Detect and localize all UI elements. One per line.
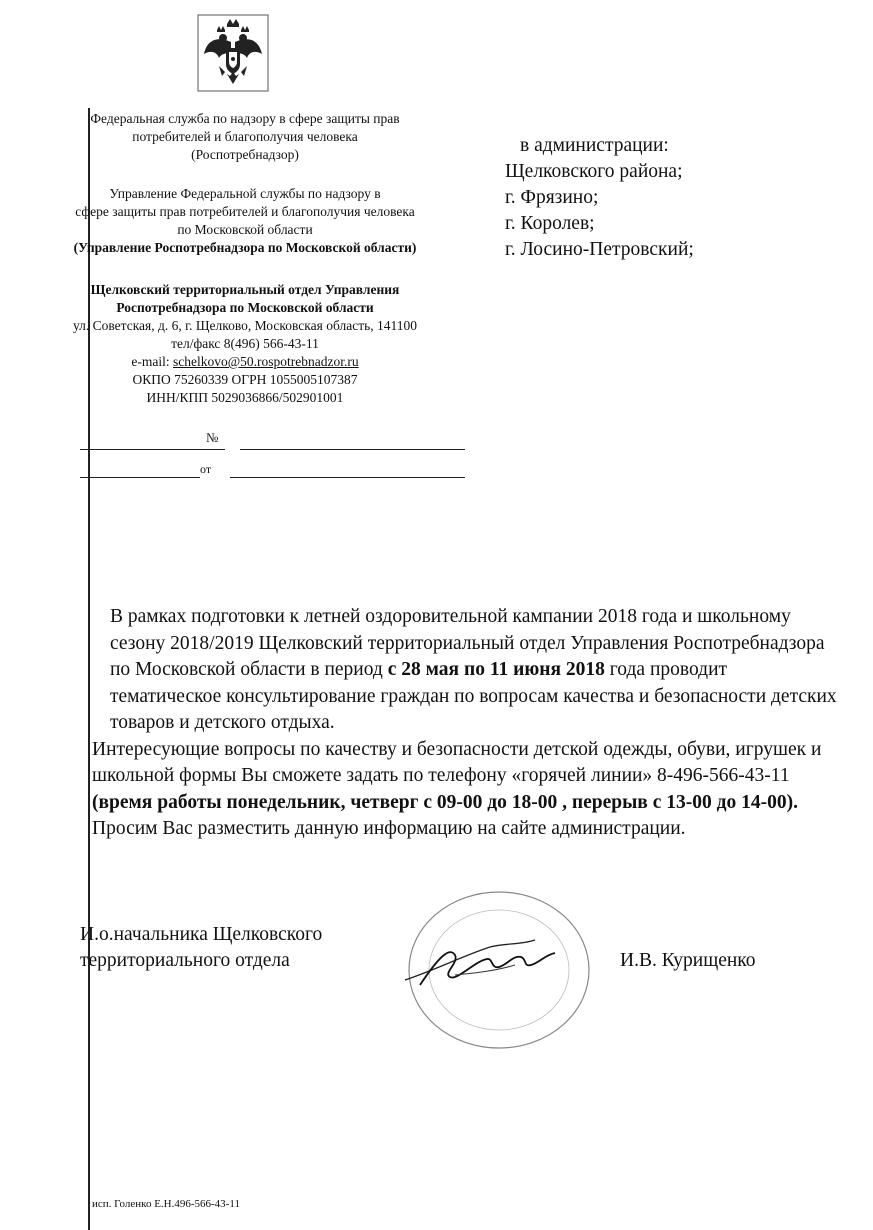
reference-number-line [240,449,465,450]
department-line: (Управление Роспотребнадзора по Московской области) [73,240,417,255]
addressee-line: Щелковского района; [505,161,683,182]
body-p1-dates: с 28 мая по 11 июня 2018 [387,659,605,680]
addressee-line: г. Лосино-Петровский; [505,239,694,260]
body-p1-text-end: года проводит тематическое консультирование граждан по вопросам качества и безопасности детских товаров и детского отдыха. [110,659,837,733]
executor-note: исп. Голенко Е.Н.496-566-43-11 [92,1198,240,1210]
department-line: Управление Федеральной службы по надзору в [109,186,381,201]
body-p2-text-end: Просим Вас разместить данную информацию на сайте администрации. [92,818,686,839]
office-line: Роспотребнадзора по Московской области [116,300,374,315]
reference-number-row [40,430,465,450]
addressee-line: г. Фрязино; [505,187,599,208]
email-label: e-mail: [131,354,170,369]
reference-date-line [80,449,225,450]
agency-line: (Роспотребнадзор) [191,147,299,162]
addressee-line: г. Королев; [505,213,595,234]
reference-from-label: от [200,462,212,476]
department-line: по Московской области [177,222,313,237]
office-line: Щелковский территориальный отдел Управления [90,282,400,297]
office-address: ул. Советская, д. 6, г. Щелково, Московская область, 141100 [72,318,418,333]
sender-agency [30,110,460,164]
signatory-name: И.В. Курищенко [620,950,756,971]
office-email-row [30,353,460,371]
addressee-block [505,133,694,263]
body-paragraph-2 [80,737,840,843]
agency-line: Федеральная служба по надзору в сфере защиты прав [90,111,400,126]
department-line: сфере защиты прав потребителей и благополучия человека [75,204,415,219]
agency-line: потребителей и благополучия человека [132,129,358,144]
signatory-title-line: И.о.начальника Щелковского [80,924,323,945]
letter-body [80,604,840,843]
reference-number-label: № [206,430,219,445]
double-headed-eagle-emblem-icon [197,14,269,92]
reference-from-line-right [230,477,465,478]
reference-from-row [40,458,465,478]
body-p1-text: В рамках подготовки к летней оздоровительной кампании 2018 года и школьному сезону 2018/2019 Щелковский территориальный отдел Управления Роспотребнадзора по Московской области в период [110,606,825,680]
signature-stamp-icon [395,885,595,1060]
body-p2-text: Интересующие вопросы по качеству и безопасности детской одежды, обуви, игрушек и школьной формы Вы сможете задать по телефону «горячей линии» 8-496-566-43-11 [92,738,822,786]
body-paragraph-1 [80,604,840,737]
office-inn-kpp: ИНН/КПП 5029036866/502901001 [146,390,344,405]
body-p2-hours: (время работы понедельник, четверг с 09-00 до 18-00 , перерыв с 13-00 до 14-00). [92,791,798,813]
sender-department [20,185,470,257]
signatory-title [80,922,322,974]
office-phone: тел/факс 8(496) 566-43-11 [171,336,319,351]
office-okpo-ogrn: ОКПО 75260339 ОГРН 1055005107387 [132,372,358,387]
signatory-title-line: территориального отдела [80,950,290,971]
sender-office [30,281,460,407]
addressee-line: в администрации: [520,135,669,156]
email-link[interactable]: schelkovo@50.rospotrebnadzor.ru [172,354,359,369]
reference-from-line-left [80,477,200,478]
